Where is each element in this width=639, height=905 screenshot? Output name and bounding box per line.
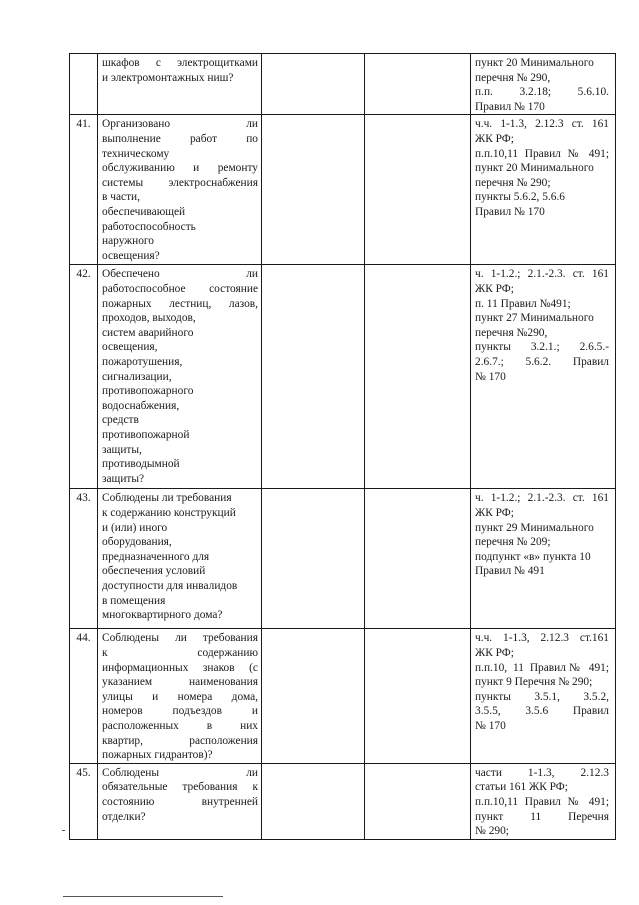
question-line: квартир, расположения <box>102 734 258 747</box>
row-number-cell: 45. <box>70 763 98 839</box>
reference-line: ЖК РФ; <box>475 646 514 659</box>
reference-line: п. 11 Правил №491; <box>475 297 571 310</box>
question-line: выполнение работ по <box>102 132 258 145</box>
legal-reference-cell <box>471 54 616 115</box>
question-line: средств <box>102 414 139 427</box>
reference-line: пункт 29 Минимального <box>475 521 594 534</box>
reference-line: пункты 3.5.1, 3.5.2, <box>475 690 609 703</box>
question-line: обеспечивающей <box>102 205 186 218</box>
reference-line: пункт 20 Минимального <box>475 57 594 69</box>
question-line: пожаротушения, <box>102 355 183 368</box>
question-line: многоквартирного дома? <box>102 609 223 622</box>
note-cell <box>365 489 471 629</box>
question-cell <box>98 629 262 763</box>
question-line: защиты? <box>102 472 145 485</box>
question-line: проходов, выходов, <box>102 312 196 325</box>
reference-line: ЖК РФ; <box>475 506 514 519</box>
question-line: техническому <box>102 147 170 160</box>
question-line: наружного <box>102 235 154 248</box>
footnote-separator <box>63 896 223 897</box>
note-cell <box>365 265 471 489</box>
question-cell <box>98 763 262 839</box>
question-line: оборудования, <box>102 536 172 549</box>
reference-line: п.п. 3.2.18; 5.6.10. <box>475 86 609 99</box>
answer-cell <box>262 115 365 265</box>
reference-line: перечня № 209; <box>475 536 551 549</box>
reference-line: ЖК РФ; <box>475 282 514 295</box>
reference-line: Правил № 170 <box>475 205 545 218</box>
reference-line: пункт 9 Перечня № 290; <box>475 676 593 689</box>
reference-line: № 170 <box>475 719 506 732</box>
question-line: доступности для инвалидов <box>102 579 238 592</box>
reference-line: перечня №290, <box>475 326 548 339</box>
reference-line: подпункт «в» пункта 10 <box>475 550 591 563</box>
note-cell <box>365 54 471 115</box>
question-cell <box>98 115 262 265</box>
question-line: и (или) иного <box>102 521 168 534</box>
reference-line: ч. 1-1.2.; 2.1.-2.3. ст. 161 <box>475 268 609 281</box>
question-line: работоспособное состояние <box>102 282 258 295</box>
row-number-cell: 42. <box>70 265 98 489</box>
question-line: номеров подъездов и <box>102 705 258 718</box>
question-line: улицы и номера дома, <box>102 690 258 703</box>
note-cell <box>365 763 471 839</box>
table-row <box>70 489 616 629</box>
question-line: обслуживанию и ремонту <box>102 162 258 175</box>
reference-line: части 1-1.3, 2.12.3 <box>475 766 609 779</box>
row-number-cell: 44. <box>70 629 98 763</box>
table-row <box>70 54 616 115</box>
question-line: противопожарной <box>102 428 190 441</box>
reference-line: ч. 1-1.2.; 2.1.-2.3. ст. 161 <box>475 492 609 505</box>
question-line: обеспечения условий <box>102 565 206 578</box>
question-line: в части, <box>102 191 140 204</box>
question-line: пожарных лестниц, лазов, <box>102 297 258 310</box>
question-line: состоянию внутренней <box>102 795 258 808</box>
note-cell <box>365 629 471 763</box>
table-row <box>70 265 616 489</box>
margin-mark <box>62 830 65 831</box>
legal-reference-cell <box>471 265 616 489</box>
question-cell <box>98 54 262 115</box>
table-row <box>70 629 616 763</box>
answer-cell <box>262 629 365 763</box>
reference-line: п.п.10,11 Правил № 491; <box>475 795 609 808</box>
question-line: Соблюдены ли требования <box>102 492 232 505</box>
reference-line: 3.5.5, 3.5.6 Правил <box>475 705 609 718</box>
reference-line: пункты 3.2.1.; 2.6.5.- <box>475 341 609 354</box>
question-line: противодымной <box>102 458 180 471</box>
note-cell <box>365 115 471 265</box>
reference-line: 2.6.7.; 5.6.2. Правил <box>475 355 609 368</box>
question-line: расположенных в них <box>102 719 258 732</box>
reference-line: пункт 11 Перечня <box>475 810 609 823</box>
reference-line: № 170 <box>475 370 506 383</box>
question-line: освещения, <box>102 341 158 354</box>
row-number-cell <box>70 54 98 115</box>
legal-reference-cell <box>471 763 616 839</box>
row-number-cell: 43. <box>70 489 98 629</box>
legal-reference-cell <box>471 115 616 265</box>
answer-cell <box>262 763 365 839</box>
answer-cell <box>262 489 365 629</box>
reference-line: статьи 161 ЖК РФ; <box>475 781 568 794</box>
question-line: к содержанию конструкций <box>102 506 236 519</box>
question-line: сигнализации, <box>102 370 172 383</box>
row-number-cell: 41. <box>70 115 98 265</box>
reference-line: пункт 20 Минимального <box>475 162 594 175</box>
question-line: и электромонтажных ниш? <box>102 71 234 84</box>
question-line: освещения? <box>102 249 160 262</box>
question-line: системы электроснабжения <box>102 176 258 189</box>
question-line: Обеспечено ли <box>102 268 258 281</box>
reference-line: ч.ч. 1-1.3, 2.12.3 ст.161 <box>475 632 609 645</box>
question-line: Соблюдены ли требования <box>102 632 258 645</box>
reference-line: Правил № 491 <box>475 565 545 578</box>
reference-line: перечня № 290; <box>475 176 551 189</box>
table-row <box>70 763 616 839</box>
answer-cell <box>262 54 365 115</box>
reference-line: п.п.10, 11 Правил№ 491; <box>475 661 609 674</box>
question-line: защиты, <box>102 443 142 456</box>
reference-line: перечня № 290, <box>475 71 551 84</box>
question-line: пожарных гидрантов)? <box>102 749 213 762</box>
question-line: указанием наименования <box>102 676 258 689</box>
reference-line: пункты 5.6.2, 5.6.6 <box>475 191 566 204</box>
question-cell <box>98 265 262 489</box>
legal-reference-cell <box>471 629 616 763</box>
legal-reference-cell <box>471 489 616 629</box>
table-row <box>70 115 616 265</box>
requirements-table <box>69 53 616 840</box>
answer-cell <box>262 265 365 489</box>
question-line: систем аварийного <box>102 326 194 339</box>
reference-line: ЖК РФ; <box>475 132 514 145</box>
question-cell <box>98 489 262 629</box>
question-line: Соблюдены ли <box>102 766 258 779</box>
reference-line: пункт 27 Минимального <box>475 312 594 325</box>
reference-line: п.п.10,11 Правил № 491; <box>475 147 609 160</box>
question-line: шкафов с электрощитками <box>102 57 258 69</box>
reference-line: ч.ч. 1-1.3, 2.12.3 ст. 161 <box>475 118 609 131</box>
question-line: Организовано ли <box>102 118 258 131</box>
question-line: в помещения <box>102 594 166 607</box>
question-line: работоспособность <box>102 220 196 233</box>
question-line: предназначенного для <box>102 550 210 563</box>
question-line: информационных знаков (с <box>102 661 258 674</box>
question-line: водоснабжения, <box>102 399 180 412</box>
reference-line: Правил № 170 <box>475 100 545 113</box>
reference-line: № 290; <box>475 825 509 838</box>
question-line: отделки? <box>102 810 146 823</box>
question-line: противопожарного <box>102 385 194 398</box>
question-line: к содержанию <box>102 646 258 659</box>
question-line: обязательные требования к <box>102 781 258 794</box>
